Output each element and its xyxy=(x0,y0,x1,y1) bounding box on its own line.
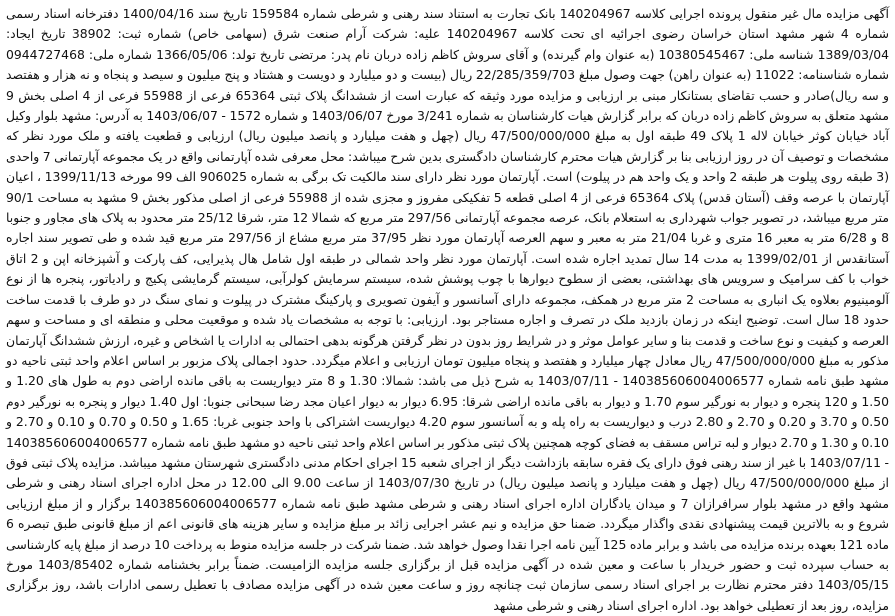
notice-body-text: آگهی مزایده مال غیر منقول پرونده اجرایی کلاسه 140204967 بانک تجارت به استناد سند رهنی و شرطی شماره 159584 تاریخ سند 1400/04/16 دفترخانه اسناد رسمی شماره 4 شهر مشهد استان خراسان رضوی اجرائیه ای تحت کلاسه 140204967 علیه: شرکت آرام صنعت شرق (سهامی خاص) شماره ثبت: 38902 تاریخ ایجاد: 1389/03/04 شناسه ملی: 10380545467 (به عنوان وام گیرنده) و آقای سروش کاظم زاده دربان نام پدر: مرتضی تاریخ تولد: 1366/05/06 شماره ملی: 0944727468 شماره شناسنامه: 11022 (به عنوان راهن) جهت وصول مبلغ 22/285/359/703 ریال (بیست و دو میلیارد و دویست و هشتاد و پنج میلیون و سیصد و پنجاه و نه هزار و هفتصد و سه ریال)صادر و حسب تقاضای بستانکار مبنی بر ارزیابی و مزایده مورد وثیقه که عبارت است از ششدانگ پلاک ثبتی 65364 فرعی از 55988 فرعی از 4 اصلی بخش 9 مشهد متعلق به سروش کاظم زاده دربان که برابر گزارش هیات کارشناسان به شماره 3/241 مورخ 1403/06/07 و شماره 1572 - 1403/06/07 به آدرس: مشهد بلوار وکیل آباد خیابان کوثر خیابان لاله 1 پلاک 49 طبقه اول به مبلغ 47/500/000/000 ریال (چهل و هفت میلیارد و پانصد میلیون ریال) ارزیابی و قطعیت یافته و ملک مورد نظر که مشخصات و توصیف آن در روز ارزیابی بنا بر گزارش هیات محترم کارشناسان دادگستری بدین شرح میباشد: محل معرفی شده آپارتمانی واقع در یک مجموعه آپارتمانی 7 واحدی (3 طبقه روی پیلوت هر طبقه 2 واحد و یک واحد هم در پیلوت) است. آپارتمان مورد نظر دارای سند مالکیت تک برگی به شماره 906025 الف 99 مورخه 1399/11/13 ، اعیان آپارتمان با عرصه وقف (آستان قدس) پلاک 65364 فرعی از 4 اصلی قطعه 5 تفکیکی مفروز و مجزی شده از 55988 فرعی از اصلی مذکور بخش 9 مشهد به مساحت 90/1 متر مربع میباشد، در تصویر جواب شهرداری به استعلام بانک، عرصه مجموعه آپارتمانی 297/56 متر مربع که شمالا 12 متر، شرقا 25/12 متر محدود به پلاک های مجاور و جنوبا 8 و 6/28 متر به معبر 16 متری و غربا 21/04 متر به معبر و سهم العرصه آپارتمان مورد نظر 37/95 متر مربع مشاع از 297/56 متر مربع قید شده و طی تصویر سند اجاره آستانقدس از 1399/02/01 به مدت 14 سال تمدید اجاره شده است. آپارتمان مورد نظر واحد شمالی در طبقه اول شامل هال پذیرایی، کف پارکت و آشپزخانه اپن و 2 اتاق خواب با کف سرامیک و سرویس های بهداشتی، بعضی از سطوح دیوارها با چوب پوشش شده، سیستم سرمایش کولرآبی، سیستم گرمایشی پکیج و رادیاتور، پنجره ها از نوع آلومینیوم بعلاوه یک انباری به مساحت 2 متر مربع در همکف، مجموعه دارای آسانسور و آیفون تصویری و پارکینگ مشترک در پیلوت و نمای سنگ در دو طرف با قدمت ساخت حدود 18 سال است. توضیح اینکه در زمان بازدید ملک در تصرف و اجاره مستاجر بود. ارزیابی: با توجه به مشخصات یاد شده و موقعیت محلی و منطقه ای و مساحت و سهم العرصه و کیفیت و نوع ساخت و قدمت بنا و سایر عوامل موثر و در شرایط روز بدون در نظر گرفتن هرگونه بدهی احتمالی به ادارات یا اشخاص و غیره، ارزش ششدانگ آپارتمان مذکور به مبلغ 47/500/000/000 ریال معادل چهار میلیارد و هفتصد و پنجاه میلیون تومان ارزیابی و اعلام میگردد. حدود اجمالی پلاک مزبور بر اساس اعلام واحد ثبتی ناحیه دو مشهد طبق نامه شماره 140385606004006577 - 1403/07/11 به شرح ذیل می باشد: شمالا: 1.30 و 8 متر دیواریست به باقی مانده اراضی دوم به طول های 1.20 و 1.50 و 120 پنجره و دیوار به نورگیر سوم 1.70 و دیوار به باقی مانده اراضی شرقا: 6.95 دیوار به دیوار اعیان مجد رضا سبحانی جنوبا: اول 1.40 دیوار و پنجره به نورگیر دوم 0.50 و 3.70 و 0.20 و 2.70 و 2.80 درب و دیواریست به راه پله و به آسانسور سوم 4.20 دیواریست اشتراکی با واحد جنوبی غربا: 1.65 و 0.50 و 0.70 و 0.10 و 2.70 و 0.10 و 1.30 و 2.70 دیوار و لبه تراس مسقف به فضای کوچه همچنین پلاک ثبتی مذکور بر اساس اعلام واحد ثبتی ناحیه دو مشهد طبق نامه شماره 140385606004006577 - 1403/07/11 با غیر از سند رهنی فوق دارای یک فقره سابقه بازداشت دیگر از اجرای شعبه 15 اجرای احکام مدنی دادگستری شهرستان مشهد میباشد. مزایده پلاک ثبتی فوق از مبلغ 47/500/000/000 ریال (چهل و هفت میلیارد و پانصد میلیون ریال) در تاریخ 1403/07/30 از ساعت 9.00 الی 12.00 در محل اداره اجرای اسناد رهنی و شرطی مشهد واقع در مشهد بلوار سرافرازان 7 و میدان یادگاران اداره اجرای اسناد رهنی و شرطی مشهد طبق نامه شماره 140385606004006577 برگزار و از مبلغ ارزیابی شروع و به بالاترین قیمت پیشنهادی نقدی واگذار میگردد. ضمنا حق مزایده و نیم عشر اجرایی زائد بر مبلغ مزایده و سایر هزینه های قانونی اعم از مبلغ قانونی طبق تبصره 6 ماده 121 بعهده برنده مزایده می باشد و برابر ماده 125 آیین نامه اجرا نقدا وصول خواهد شد. ضمنا شرکت در جلسه مزایده منوط به پرداخت 10 درصد از مبلغ پایه کارشناسی به حساب سپرده ثبت و حضور خریدار با ساعت و معین شده در آگهی مزایده قبل از برگزاری جلسه مزایده الزامیست. ضمناً برابر بخشنامه شماره 1403/85402 مورخ 1403/05/15 دفتر محترم نظارت بر اجرای اسناد رسمی سازمان ثبت چنانچه روز و ساعت معین شده در آگهی مزایده مصادف با تعطیل رسمی ادارات باشد، روز برگزاری مزایده، روز بعد از تعطیلی خواهد بود. اداره اجرای اسناد رهنی و شرطی مشهد xyxy=(6,6,890,613)
